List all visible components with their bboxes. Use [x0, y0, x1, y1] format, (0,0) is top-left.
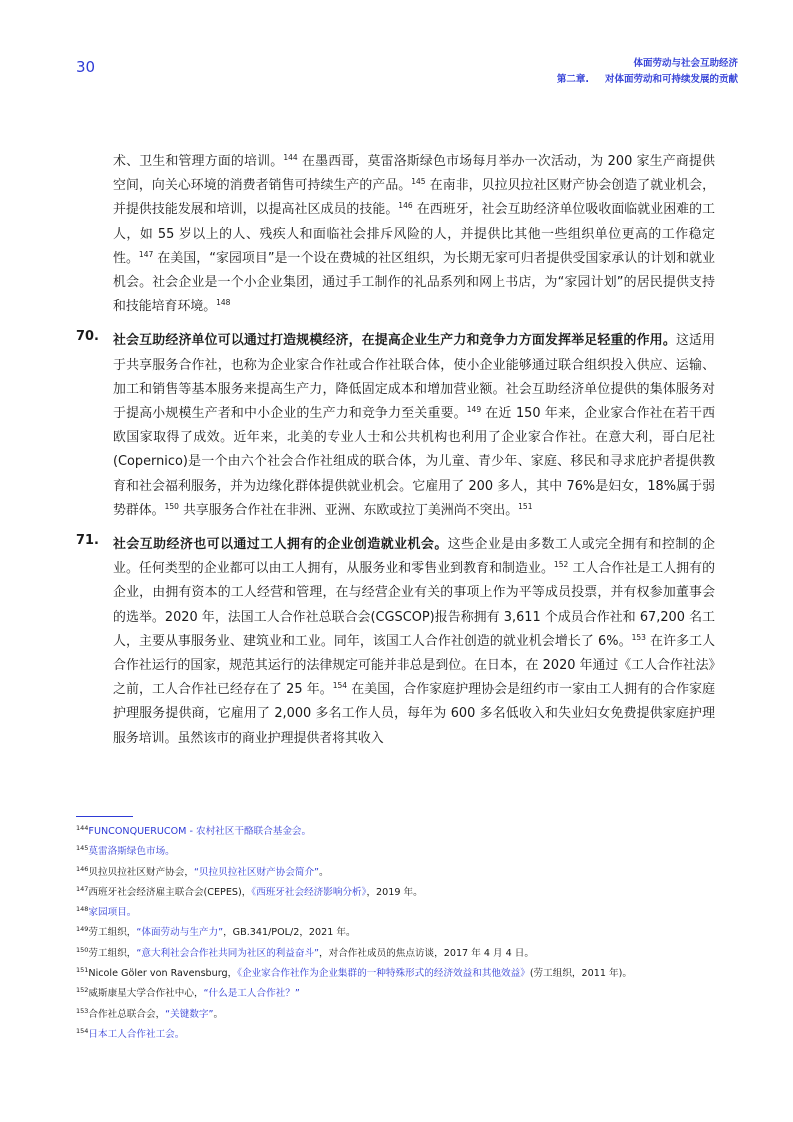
footnote-link[interactable]: “体面劳动与生产力” [136, 927, 224, 939]
paragraph-text [0, 533, 793, 751]
lead-sentence: 社会互助经济也可以通过工人拥有的企业创造就业机会。 [113, 537, 448, 553]
footnote-text: 西班牙社会经济雇主联合会(CEPES)， [88, 886, 252, 898]
text: 在美国，“家园项目”是一个设在费城的社区组织，为长期无家可归者提供受国家承认的计划和就业机会。社会企业是一个小企业集团，通过手工制作的礼品系列和网上书店，为“家园计划”的居民提供支持和技能培育环境。 [113, 250, 716, 315]
footnotes [76, 822, 736, 1045]
header-chapter-number: 第二章. [556, 74, 589, 85]
footnote-number: 153 [76, 1006, 89, 1015]
text: 共享服务合作社在非洲、亚洲、东欧或拉丁美洲尚不突出。 [183, 502, 519, 518]
footnote-ref[interactable]: 150 [164, 501, 179, 511]
footnote-link[interactable]: 《企业家合作社作为企业集群的一种特殊形式的经济效益和其他效益》 [237, 968, 530, 980]
header-doc-title: 体面劳动与社会互助经济 [633, 58, 738, 69]
running-header [557, 56, 738, 88]
text: 术、卫生和管理方面的培训。 [113, 154, 284, 169]
footnote-number: 148 [76, 905, 89, 914]
footnote-divider [76, 816, 133, 817]
text: 这些企业是由多数工人或完全拥有和控制的企业。任何类型的企业都可以由工人拥有，从服务业和零售业到教育和制造业。 [113, 537, 716, 577]
footnote-ref[interactable]: 153 [631, 632, 646, 642]
footnote [76, 1005, 736, 1025]
footnote-number: 151 [76, 966, 89, 975]
paragraph-continuation [0, 150, 793, 319]
paragraph-text [0, 329, 793, 523]
footnote-link[interactable]: “什么是工人合作社？” [203, 988, 300, 1000]
footnote-link[interactable]: 日本工人合作社工会。 [88, 1028, 185, 1040]
footnote [76, 822, 736, 842]
footnote-ref[interactable]: 148 [216, 298, 231, 308]
footnote [76, 944, 736, 964]
footnote-link[interactable]: 莫雷洛斯绿色市场。 [88, 846, 175, 858]
footnote-number: 147 [76, 884, 89, 893]
header-chapter [557, 72, 738, 88]
footnote-number: 145 [76, 844, 89, 853]
footnote-number: 152 [76, 986, 89, 995]
footnote [76, 1025, 736, 1045]
footnote [76, 984, 736, 1004]
footnote-link[interactable]: 《西班牙社会经济影响分析》 [251, 886, 367, 898]
footnote-ref[interactable]: 146 [398, 201, 413, 211]
footnote-ref[interactable]: 149 [466, 405, 482, 415]
page-number: 30 [76, 58, 96, 76]
footnote-ref[interactable]: 144 [283, 153, 298, 162]
footnote-number: 154 [76, 1026, 89, 1035]
footnote [76, 964, 736, 984]
footnote-text: 威斯康星大学合作社中心， [88, 988, 204, 1000]
text: 在西班牙，社会互助经济单位吸收面临就业困难的工人，如 55 岁以上的人、残疾人和面临社会排斥风险的人，并提供比其他一些组织单位更高的工作稳定性。 [113, 202, 715, 266]
text: 这适用于共享服务合作社，也称为企业家合作社或合作社联合体，使小企业能够通过联合组织投入供应、运输、加工和销售等基本服务来提高生产力，降低固定成本和增加营业额。社会互助经济单位提供的集体服务对于提高小规模生产者和中小企业的生产力和竞争力至关重要。 [113, 333, 716, 422]
footnote-text: ，对合作社成员的焦点访谈，2017 年 4 月 4 日。 [319, 947, 534, 959]
footnote [76, 842, 736, 862]
footnote-text: 合作社总联合会， [88, 1008, 166, 1020]
footnote-ref[interactable]: 151 [518, 501, 533, 511]
footnote-text: 劳工组织， [88, 947, 137, 959]
text: 在墨西哥，莫雷洛斯绿色市场每月举办一次活动，为 200 家生产商提供空间，向关心环境的消费者销售可持续生产的产品。 [113, 154, 715, 194]
header-chapter-title: 对体面劳动和可持续发展的贡献 [604, 74, 738, 85]
lead-sentence: 社会互助经济单位可以通过打造规模经济，在提高企业生产力和竞争力方面发挥举足轻重的作用。 [113, 333, 676, 349]
footnote-number: 146 [76, 864, 89, 873]
footnote-link[interactable]: 家园项目。 [88, 907, 137, 919]
footnote-text: ，2019 年。 [366, 886, 423, 898]
footnote-text: 。 [213, 1008, 224, 1020]
footnote-number: 150 [76, 945, 89, 954]
body-text [0, 150, 793, 751]
footnote-text: Nicole Göler von Ravensburg， [88, 968, 238, 980]
text: 工人合作社是工人拥有的企业，由拥有资本的工人经营和管理，在与经营企业有关的事项上作为平等成员投票，并有权参加董事会的选举。2020 年，法国工人合作社总联合会(CGSCOP)报告称拥有 3,611 个成员合作社和 67,200 名工人，主要从事服务业、建筑业和工业。同年，该国工人合作社创造的就业机会增长了 6%。 [113, 561, 716, 649]
text: 在近 150 年来，企业家合作社在若干西欧国家取得了成效。近年来，北美的专业人士和公共机构也利用了企业家合作社。在意大利，哥白尼社(Copernico)是一个由六个社会合作社组成的联合体，为儿童、青少年、家庭、移民和寻求庇护者提供教育和社会福利服务，并为边缘化群体提供就业机会。它雇用了 200 多人，其中 76%是妇女，18%属于弱势群体。 [113, 406, 715, 518]
footnote-text: 。 [319, 866, 329, 878]
text: 在美国，合作家庭护理协会是纽约市一家由工人拥有的合作家庭护理服务提供商，它雇用了 2,000 多名工作人员，每年为 600 多名低收入和失业妇女免费提供家庭护理服务培训。虽然该市的商业护理提供者将其收入 [113, 682, 715, 746]
footnote-text: 劳工组织， [88, 927, 137, 939]
footnote-ref[interactable]: 147 [138, 249, 154, 259]
text: 在许多工人合作社运行的国家，规范其运行的法律规定可能并非总是到位。在日本，在 2020 年通过《工人合作社法》之前，工人合作社已经存在了 25 年。 [113, 633, 715, 698]
footnote-ref[interactable]: 152 [553, 560, 569, 570]
footnote [76, 863, 736, 883]
footnote-number: 149 [76, 925, 89, 934]
footnote [76, 923, 736, 943]
text: 在南非，贝拉贝拉社区财产协会创造了就业机会，并提供技能发展和培训，以提高社区成员的技能。 [113, 178, 716, 218]
paragraph-70 [0, 329, 793, 523]
footnote-link[interactable]: FUNCONQUERUCOM - 农村社区干酪联合基金会。 [88, 826, 312, 837]
footnote-link[interactable]: “关键数字” [165, 1008, 214, 1020]
footnote-text: ，GB.341/POL/2，2021 年。 [223, 927, 356, 939]
paragraph-number: 71. [76, 533, 99, 549]
paragraph-71 [0, 533, 793, 751]
footnote [76, 883, 736, 903]
footnote-text: (劳工组织，2011 年)。 [529, 968, 632, 980]
footnote-ref[interactable]: 154 [332, 681, 348, 691]
footnote-link[interactable]: “贝拉贝拉社区财产协会简介” [193, 866, 320, 878]
footnote [76, 903, 736, 923]
footnote-number: 144 [76, 824, 89, 832]
paragraph-number: 70. [76, 329, 99, 345]
footnote-link[interactable]: “意大利社会合作社共同为社区的利益奋斗” [136, 947, 320, 959]
footnote-text: 贝拉贝拉社区财产协会， [88, 866, 194, 878]
footnote-ref[interactable]: 145 [411, 177, 426, 187]
